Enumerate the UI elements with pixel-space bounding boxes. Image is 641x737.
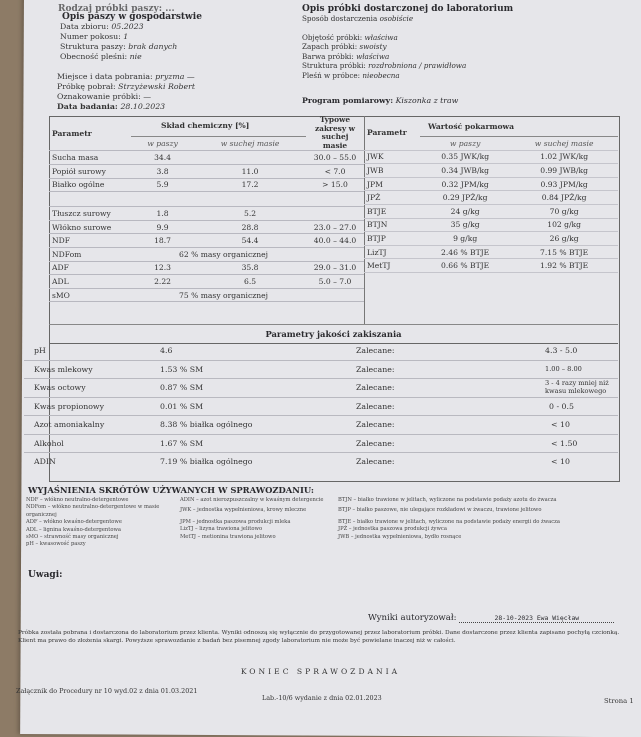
table-row: JWK 0.35 JWK/kg 1.02 JWK/kg (364, 150, 618, 164)
footer-page-number: Strona 1 (604, 697, 634, 705)
table-row: pH 4.6 Zalecane: 4.3 - 5.0 (24, 342, 618, 360)
table-row: Azot amoniakalny 8.38 % białka ogólnego Zalecane: < 10 (24, 416, 618, 435)
end-of-report: KONIEC SPRAWOZDANIA (240, 667, 401, 676)
abbreviations-heading: WYJAŚNIENIA SKRÓTÓW UŻYWANYCH W SPRAWOZDANIU: (28, 485, 314, 495)
sampling-info: Miejsce i data pobrania: pryzma — Próbkę pobrał: Strzyżewski Robert Oznakowanie próbki: — Data badania: 28.10.2023 (57, 72, 196, 111)
table-row: Alkohol 1.67 % SM Zalecane: < 1.50 (24, 434, 618, 453)
table-row: BTJP 9 g/kg 26 g/kg (364, 232, 618, 246)
authorized-signature: 28-10-2023 Ewa Więcław (459, 614, 614, 623)
chemical-composition-table: Parametr Skład chemiczny [%] Typowe zakresy w suchej masie w paszy w suchej masie Sucha masa 34.4 30.0 – 55.0 Popiół surowy 3.8 11.0 < 7.0 Białko ogólne 5.9 17.2 > 15.0 Tłuszcz surowy 1.8 5.2 Włókno surowe 9.9 28.8 23.0 – 27.0 NDF 18.7 54.4 40.0 – 44.0 NDFom 62 % masy organicznej ADF 12.3 35.8 29.0 – 31.0 ADL 2.22 6.5 5.0 – 7.0 sMO 75 % masy organicznej (49, 116, 364, 302)
table-row: sMO 75 % masy organicznej (49, 288, 364, 302)
silage-quality-table (24, 342, 618, 471)
table-row: Kwas mlekowy 1.53 % SM Zalecane: 1.00 – 8.00 (24, 360, 618, 379)
table-row: Tłuszcz surowy 1.8 5.2 (49, 207, 364, 221)
table-row: JPŻ 0.29 JPŻ/kg 0.84 JPŻ/kg (364, 191, 618, 205)
table-row: Włókno surowe 9.9 28.8 23.0 – 27.0 (49, 220, 364, 234)
table-row: ADIN 7.19 % białka ogólnego Zalecane: < 10 (34, 457, 570, 467)
footer-edition: Lab.-10/6 wydanie z dnia 02.01.2023 (262, 694, 382, 702)
farm-fields: Data zbioru: 05.2023 Numer pokosu: 1 Struktura paszy: brak danych Obecność pleśni: nie (60, 22, 178, 61)
lab-sample-fields: Objętość próbki: właściwa Zapach próbki: swoisty Barwa próbki: właściwa Struktura próbki: rozdrobniona / prawidłowa Pleśń w próbce: nieobecna (302, 33, 467, 80)
table-row: Popiół surowy 3.8 11.0 < 7.0 (49, 164, 364, 178)
table-row: BTJE 24 g/kg 70 g/kg (364, 204, 618, 218)
table-row: NDF 18.7 54.4 40.0 – 44.0 (49, 234, 364, 248)
silage-quality-heading: Parametry jakości zakiszania (49, 324, 618, 344)
table-row: Białko ogólne 5.9 17.2 > 15.0 (49, 178, 364, 192)
table-row: NDFom 62 % masy organicznej (49, 247, 364, 261)
table-row: Kwas octowy 0.87 % SM Zalecane: 3 - 4 razy mniej niż kwasu mlekowego (24, 379, 618, 398)
farm-heading: Opis paszy w gospodarstwie (62, 12, 202, 22)
table-row: JWB 0.34 JWB/kg 0.99 JWB/kg (364, 164, 618, 178)
nutritional-value-table: Parametr Wartość pokarmowa w paszy w suchej masie JWK 0.35 JWK/kg 1.02 JWK/kg JWB 0.34 JWB/kg 0.99 JWB/kg JPM 0.32 JPM/kg 0.93 JPM/kg JPŻ 0.29 JPŻ/kg 0.84 JPŻ/kg BTJE 24 g/kg 70 g/kg BTJN 35 g/kg 102 g/kg BTJP 9 g/kg 26 g/kg LizTJ 2.46 % BTJE 7.15 % BTJE MetTJ 0.66 % BTJE 1.92 % BTJE (364, 116, 618, 273)
authorized-label: Wyniki autoryzował: (368, 613, 457, 623)
delivery-method: Sposób dostarczenia osobiście (302, 14, 414, 23)
disclaimer-text: Próbka została pobrana i dostarczona do laboratorium przez klienta. Wyniki odnoszą się wyłącznie do przygotowanej przez laboratorium próbki. Dane dostarczone przez klienta zapisano pochyłą czcionką. Klient ma prawo do złożenia skargi. Powyższe sprawozdanie z badań bez pisemnej zgody laboratorium nie może być powielane inaczej niż w całości. (18, 630, 620, 644)
authorized-by (368, 613, 614, 623)
lab-sample-heading: Opis próbki dostarczonej do laboratorium (302, 4, 514, 14)
abbreviations-col-1: NDF – włókno neutralno-detergentowe NDFom – włókno neutralno-detergentowe w masie organicznej ADF – włókno kwaśno-detergentowe ADL – lignina kwaśno-detergentowa sMO – strawność masy organicznej pH – kwasowość paszy (26, 497, 160, 548)
footer-procedure: Załącznik do Procedury nr 10 wyd.02 z dnia 01.03.2021 (16, 687, 198, 695)
table-row: ADL 2.22 6.5 5.0 – 7.0 (49, 275, 364, 289)
table-row: Sucha masa 34.4 30.0 – 55.0 (49, 151, 364, 165)
table-row: LizTJ 2.46 % BTJE 7.15 % BTJE (364, 245, 618, 259)
table-row (49, 192, 364, 207)
table-row: BTJN 35 g/kg 102 g/kg (364, 218, 618, 232)
sample-type-title: Rodzaj próbki paszy: ... (58, 4, 175, 14)
table-row: JPM 0.32 JPM/kg 0.93 JPM/kg (364, 177, 618, 191)
test-date: 28.10.2023 (120, 102, 166, 111)
remarks-label: Uwagi: (28, 570, 63, 580)
table-row: ADF 12.3 35.8 29.0 – 31.0 (49, 261, 364, 275)
table-row: Kwas propionowy 0.01 % SM Zalecane: 0 - 0.5 (24, 397, 618, 416)
test-date-label: Data badania: (57, 102, 118, 111)
measurement-program: Program pomiarowy: Kiszonka z traw (302, 96, 459, 105)
abbreviations-col-2: ADIN – azot nierozpuszczalny w kwaśnym detergencie JWK – jednostka wypełnieniowa, krowy mleczne JPM – jednostka paszowa produkcji mleka LizTJ – lizyna trawiona jelitowo MetTJ – metionina trawiona jelitowo (180, 497, 324, 540)
abbreviations-col-3: BTJN – białko trawione w jelitach, wyliczone na podstawie podaży azotu do żwacza BTJP – białko paszowe, nie ulegające rozkładowi w żwaczu, trawione jelitowo BTJE – białko trawione w jelitach, wyliczone na podstawie podaży energii do żwacza JPŻ – jednostka paszowa produkcji żywca JWB – jednostka wypełnieniowa, bydło rosnące (338, 497, 560, 540)
table-row: MetTJ 0.66 % BTJE 1.92 % BTJE (364, 259, 618, 273)
